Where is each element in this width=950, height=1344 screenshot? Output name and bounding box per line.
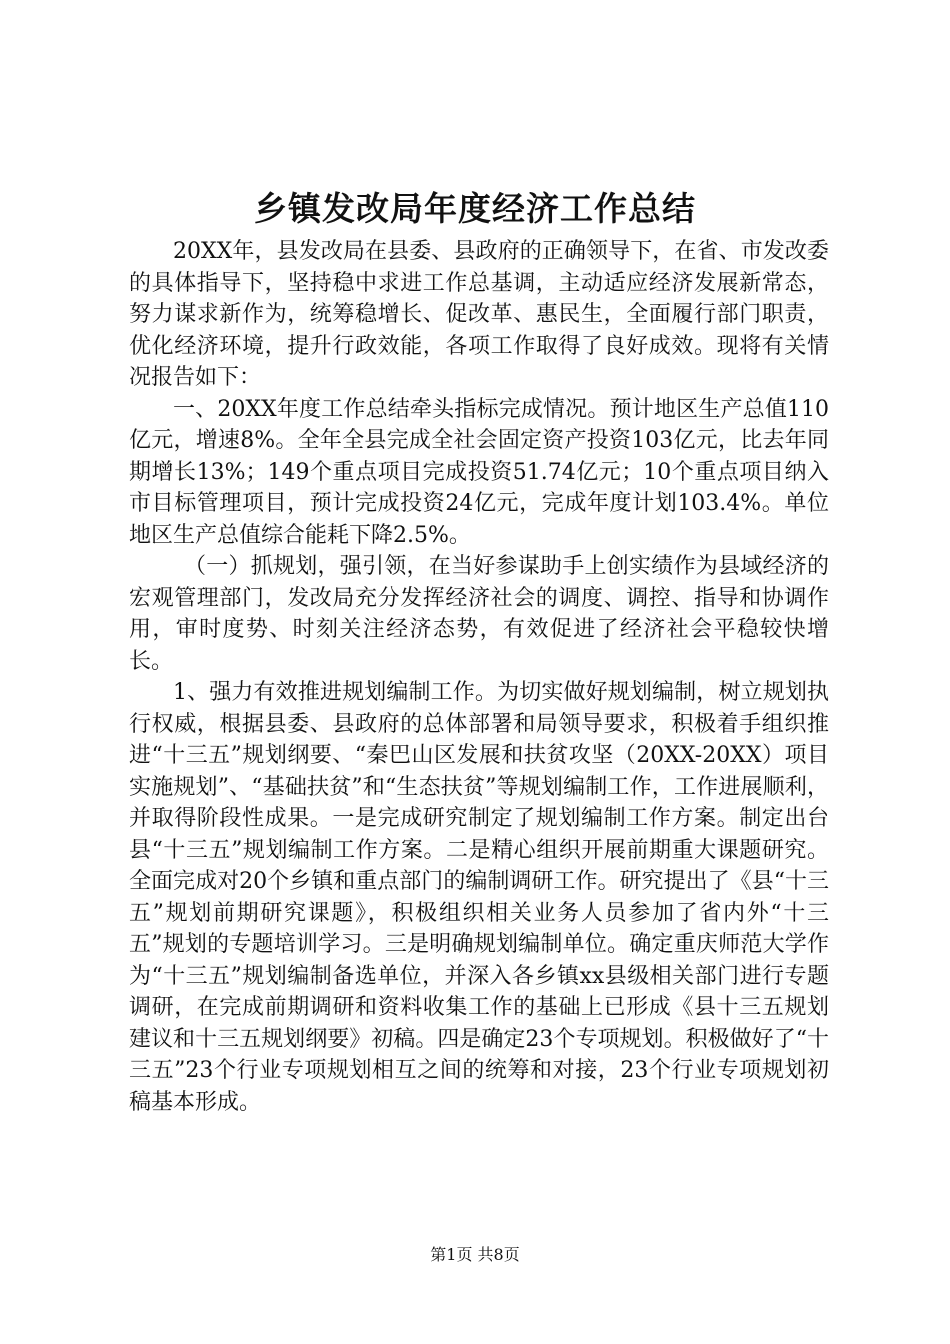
page-footer: 第1页 共8页	[430, 1245, 520, 1264]
document-body	[129, 236, 829, 1118]
paragraph-section-one: 一、20XX年度工作总结牵头指标完成情况。预计地区生产总值110亿元，增速8%。全年全县完成全社会固定资产投资103亿元，比去年同期增长13%；149个重点项目完成投资51.74亿元；10个重点项目纳入市目标管理项目，预计完成投资24亿元，完成年度计划103.4%。单位地区生产总值综合能耗下降2.5%。	[129, 396, 829, 548]
paragraph-item-one: 1、强力有效推进规划编制工作。为切实做好规划编制，树立规划执行权威，根据县委、县政府的总体部署和局领导要求，积极着手组织推进“十三五”规划纲要、“秦巴山区发展和扶贫攻坚（20XX-20XX）项目实施规划”、“基础扶贫”和“生态扶贫”等规划编制工作，工作进展顺利，并取得阶段性成果。一是完成研究制定了规划编制工作方案。制定出台县“十三五”规划编制工作方案。二是精心组织开展前期重大课题研究。全面完成对20个乡镇和重点部门的编制调研工作。研究提出了《县“十三五”规划前期研究课题》，积极组织相关业务人员参加了省内外“十三五”规划的专题培训学习。三是明确规划编制单位。确定重庆师范大学作为“十三五”规划编制备选单位，并深入各乡镇xx县级相关部门进行专题调研，在完成前期调研和资料收集工作的基础上已形成《县十三五规划建议和十三五规划纲要》初稿。四是确定23个专项规划。积极做好了“十三五”23个行业专项规划相互之间的统筹和对接，23个行业专项规划初稿基本形成。	[129, 680, 829, 1115]
document-title: 乡镇发改局年度经济工作总结	[254, 189, 696, 228]
paragraph-intro: 20XX年，县发改局在县委、县政府的正确领导下，在省、市发改委的具体指导下，坚持稳中求进工作总基调，主动适应经济发展新常态，努力谋求新作为，统筹稳增长、促改革、惠民生，全面履行部门职责，优化经济环境，提升行政效能，各项工作取得了良好成效。现将有关情况报告如下：	[129, 239, 829, 390]
paragraph-subsection-one: （一）抓规划，强引领，在当好参谋助手上创实绩作为县域经济的宏观管理部门，发改局充分发挥经济社会的调度、调控、指导和协调作用，审时度势、时刻关注经济态势，有效促进了经济社会平稳较快增长。	[129, 554, 829, 674]
